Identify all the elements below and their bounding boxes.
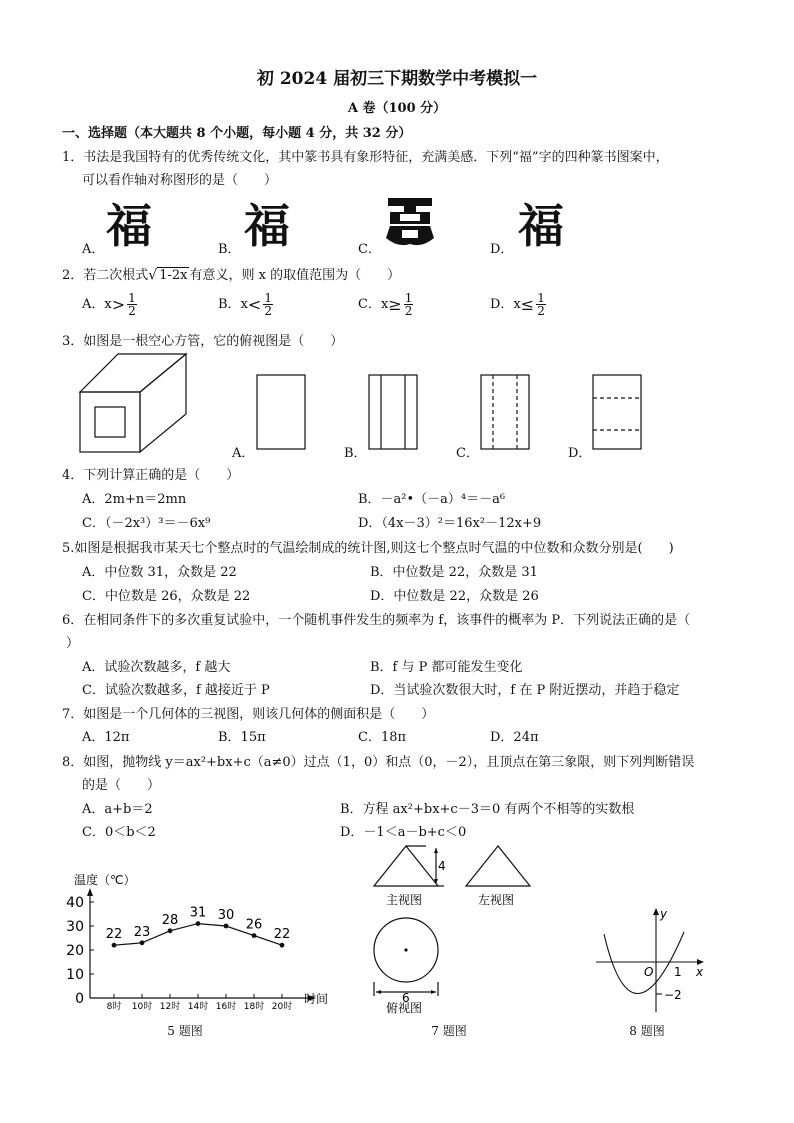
q8-option-b: B．方程 ax²+bx+c－3＝0 有两个不相等的实数根 [340,802,635,817]
q2-option-d: D．x≤ $\frac{1}{2}$ [490,291,545,318]
temperature-data-label: 22 [105,927,123,943]
side-view-triangle [466,846,530,886]
q6-option-d: D．当试验次数很大时，f 在 P 附近摆动，并趋于稳定 [370,683,680,698]
q4-stem: 4．下列计算正确的是（ ） [62,468,240,483]
parabola-curve [604,932,684,994]
temperature-data-label: 28 [161,912,179,928]
one-label: 1 [674,965,682,979]
arrowhead-left [376,990,381,994]
temperature-data-label: 26 [245,917,263,933]
q8-option-d: D．－1＜a－b+c＜0 [340,825,467,840]
q5-option-c: C．中位数是 26，众数是 22 [82,589,251,604]
temperature-point [252,933,257,938]
q3-option-b-figure [368,374,420,452]
front-view-triangle [374,846,438,886]
q8-option-c: C．0＜b＜2 [82,825,156,840]
q4-option-d: D．（4x－3）²＝16x²－12x+9 [358,516,542,531]
q7-option-a: A．12π [82,730,130,745]
page-subtitle: A 卷（100 分） [347,101,447,116]
q3-option-c-figure [480,374,532,452]
arrowhead-up [434,848,438,853]
temperature-data-label: 31 [189,905,207,921]
q2-stem-post: 有意义，则 x 的取值范围为（ ） [189,268,401,283]
q2-radicand: 1-2x [159,268,188,283]
y-tick-label: 20 [66,943,84,959]
q6-stem-line1: 6．在相同条件下的多次重复试验中，一个随机事件发生的频率为 f，该事件的概率为 P．下列说法正确的是（ [62,613,691,628]
q3-option-a-figure [256,374,308,452]
seal-fu-a: 福 [106,199,150,253]
q2-option-c: C．x≥ $\frac{1}{2}$ [358,291,413,318]
q5-option-b: B．中位数是 22，众数是 31 [370,565,538,580]
q3-stem: 3．如图是一根空心方管，它的俯视图是（ ） [62,334,344,349]
y-axis-arrow [87,888,93,896]
q2-option-a: A．x> $\frac{1}{2}$ [82,291,136,318]
fig7-caption: 7 题图 [431,1024,467,1038]
q7-option-c: C．18π [358,730,407,745]
x-tick-label: 18时 [243,1002,265,1012]
x-tick-group [107,994,293,1012]
temperature-points [106,906,291,948]
q7-stem: 7．如图是一个几何体的三视图，则该几何体的侧面积是（ ） [62,707,435,722]
origin-label: O [644,965,654,979]
q5-option-a: A．中位数 31，众数是 22 [82,565,237,580]
temperature-point [140,940,145,945]
seal-fu-d: 福 [518,199,562,253]
q4-option-c: C．（－2x³）³＝－6x⁹ [82,516,211,531]
q7-option-b: B．15π [218,730,266,745]
top-view-center-dot [404,948,407,951]
x-axis-label: x [696,965,704,979]
q8-stem-line2: 的是（ ） [82,778,161,793]
x-tick-label: 8时 [106,1002,122,1012]
x-tick-label: 12时 [159,1002,181,1012]
q1-stem-line1: 1．书法是我国特有的优秀传统文化，其中篆书具有象形特征，充满美感．下列“福”字的四种篆书图案中， [62,150,669,165]
temperature-point [168,928,173,933]
q8-stem-line1: 8．如图，抛物线 y＝ax²+bx+c（a≠0）过点（1，0）和点（0，－2），且顶点在第三象限，则下列判断错误 [62,755,695,770]
fig8-caption: 8 题图 [629,1024,665,1038]
q2-option-b: B．x< $\frac{1}{2}$ [218,291,272,318]
q1-stem-line2: 可以看作轴对称图形的是（ ） [82,173,278,188]
x-tick-label: 16时 [215,1002,237,1012]
temperature-data-label: 30 [217,908,235,923]
chart-ylabel: 温度（℃） [74,873,136,887]
q1-option-c-label: C． [358,242,381,257]
temperature-data-label: 23 [133,924,151,940]
front-view-label: 主视图 [386,893,423,907]
y-axis-label: y [660,907,668,921]
q6-option-c: C．试验次数越多，f 越接近于 P [82,683,270,698]
q3-option-d-label: D． [568,446,592,461]
fig5-caption: 5 题图 [167,1024,203,1038]
y-tick-label: 40 [66,895,84,911]
side-view-label: 左视图 [478,893,515,907]
temperature-data-label: 22 [273,927,291,943]
diameter-label: 6 [402,991,410,1005]
q5-stem: 5.如图是根据我市某天七个整点时的气温绘制成的统计图,则这七个整点时气温的中位数和众数分别是( ) [62,541,674,556]
minus2-label: −2 [664,988,682,1002]
page-title: 初 2024 届初三下期数学中考模拟一 [256,69,538,89]
q1-option-b-label: B． [218,242,241,257]
q3-option-d-figure [592,374,644,452]
temperature-point [224,924,229,929]
q2-stem-pre: 2．若二次根式 [62,268,149,283]
q6-option-b: B．f 与 P 都可能发生变化 [370,660,523,675]
q6-stem-line2: ） [66,636,80,651]
q6-option-a: A．试验次数越多，f 越大 [82,660,231,675]
arrowhead-right [431,990,436,994]
q3-option-b-label: B． [344,446,367,461]
q1-option-a-label: A． [82,242,105,257]
y-tick-label: 0 [75,991,84,1007]
q7-option-d: D．24π [490,730,539,745]
y-axis-arrow [653,908,659,915]
chart-xlabel: 时间 [304,992,329,1006]
x-tick-label: 10时 [131,1002,153,1012]
temperature-point [112,943,117,948]
hollow-tube-figure [78,352,190,456]
y-tick-label: 30 [66,919,84,935]
top-view-label: 俯视图 [386,1001,423,1015]
temperature-chart [60,868,350,1018]
q3-option-c-label: C． [456,446,479,461]
q4-option-a: A．2m+n＝2mn [82,492,187,507]
height-label: 4 [438,859,446,873]
q4-option-b: B．－a²•（－a）⁴＝－a⁶ [358,492,506,507]
q1-option-d-label: D． [490,242,514,257]
q3-option-a-label: A． [232,446,255,461]
three-view-figure [368,840,538,1020]
seal-fu-c-image [382,194,438,250]
q8-option-a: A．a+b＝2 [82,802,153,817]
x-tick-label: 20时 [271,1002,293,1012]
x-tick-label: 14时 [187,1002,209,1012]
temperature-point [280,943,285,948]
q5-option-d: D．中位数是 22，众数是 26 [370,589,539,604]
section-heading: 一、选择题（本大题共 8 个小题，每小题 4 分，共 32 分） [62,126,412,141]
q2-stem: 2．若二次根式√ 1-2x 有意义，则 x 的取值范围为（ ） [62,267,401,284]
seal-fu-b: 福 [244,199,288,253]
parabola-figure [592,904,712,1016]
temperature-point [196,921,201,926]
y-tick-label: 10 [66,967,84,983]
